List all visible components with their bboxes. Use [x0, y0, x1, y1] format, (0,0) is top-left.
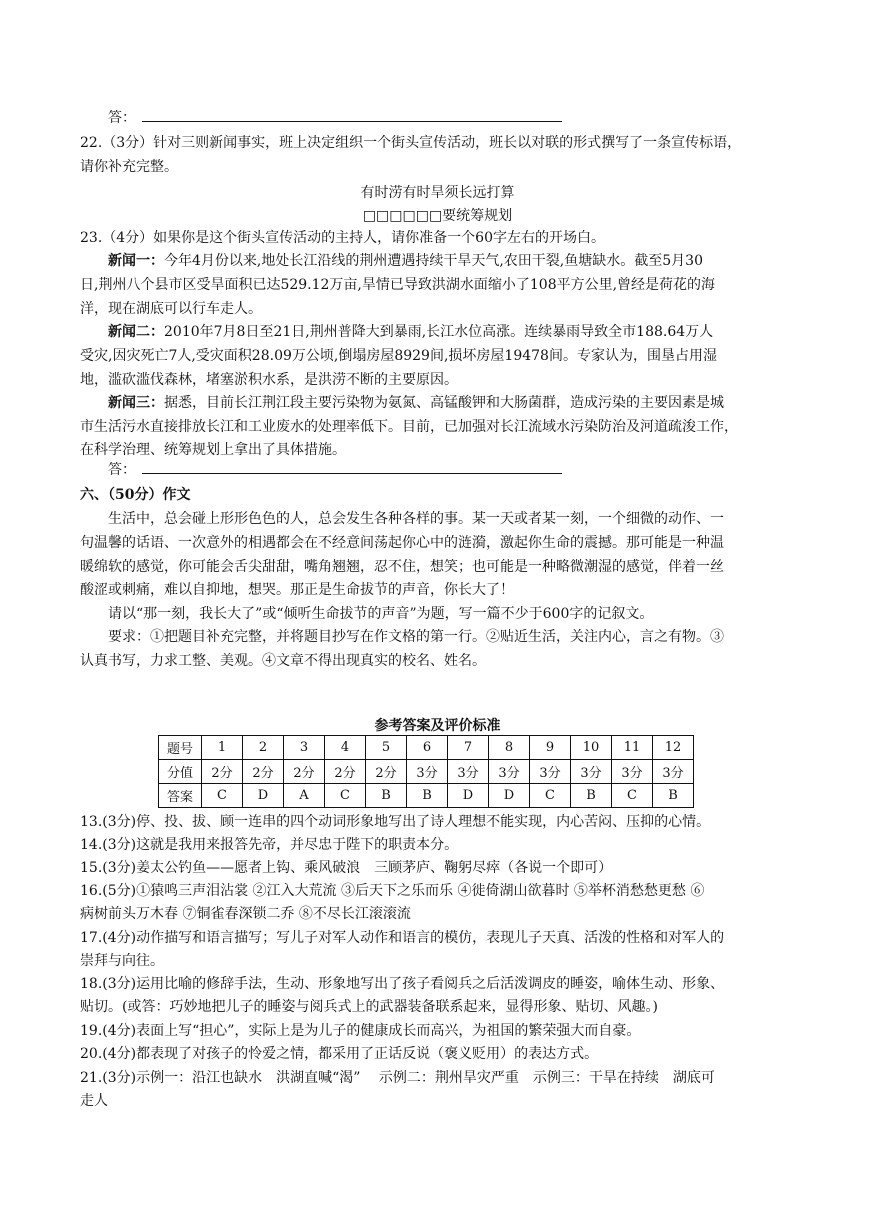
table-cell: 12 — [653, 736, 694, 760]
table-cell: 3分 — [407, 760, 448, 784]
answer-blank — [142, 459, 562, 474]
news-1-label: 新闻一： — [108, 253, 164, 269]
essay-p1-line-4: 酸涩或刺痛，难以自抑地，想哭。那正是生命拔节的声音，你长大了！ — [80, 582, 514, 598]
question-23: 23.（4分）如果你是这个街头宣传活动的主持人，请你准备一个60字左右的开场白。 — [80, 230, 605, 246]
answer-15: 15.(3分)姜太公钓鱼——愿者上钩、乘风破浪 三顾茅庐、鞠躬尽瘁（各说一个即可） — [80, 860, 613, 876]
answer-line-2 — [108, 458, 795, 482]
table-cell: B — [366, 784, 407, 808]
essay-p1-line-2: 句温馨的话语、一次意外的相遇都会在不经意间荡起你心中的涟漪，激起你生命的震撼。那可能是一种温 — [80, 535, 724, 551]
answers-title: 参考答案及评价标准 — [374, 718, 501, 734]
essay-p1-line-1: 生活中，总会碰上形形色色的人，总会发生各种各样的事。某一天或者某一刻，一个细微的动作、一 — [108, 511, 724, 527]
table-cell: 6 — [407, 736, 448, 760]
answer-blank — [142, 107, 562, 122]
answer-19: 19.(4分)表面上写“担心”，实际上是为儿子的健康成长而高兴，为祖国的繁荣强大而自豪。 — [80, 1023, 641, 1039]
table-row-numbers — [159, 736, 694, 760]
table-cell: 3分 — [448, 760, 489, 784]
table-cell: 9 — [530, 736, 571, 760]
answer-18-line-1: 18.(3分)运用比喻的修辞手法，生动、形象地写出了孩子看阅兵之后活泼调皮的睡姿，喻体生动、形象、 — [80, 976, 725, 992]
table-cell: D — [448, 784, 489, 808]
news-3-line-3: 在科学治理、统筹规划上拿出了具体措施。 — [80, 442, 346, 458]
table-cell: 2分 — [243, 760, 284, 784]
news-2-label: 新闻二： — [108, 324, 164, 340]
essay-p2: 请以“那一刻，我长大了”或“倾听生命拔节的声音”为题，写一篇不少于600字的记叙文。 — [108, 606, 654, 622]
table-cell: 3分 — [612, 760, 653, 784]
table-cell: B — [653, 784, 694, 808]
table-cell: 4 — [325, 736, 366, 760]
table-row-scores — [159, 760, 694, 784]
table-cell: 3分 — [489, 760, 530, 784]
table-cell: 2 — [243, 736, 284, 760]
table-cell: 2分 — [366, 760, 407, 784]
table-cell: D — [489, 784, 530, 808]
table-cell: 2分 — [284, 760, 325, 784]
essay-p3-line-2: 认真书写，力求工整、美观。④文章不得出现真实的校名、姓名。 — [80, 653, 486, 669]
question-22: 22.（3分）针对三则新闻事实，班上决定组织一个街头宣传活动，班长以对联的形式撰写了一条宣传标语， — [80, 135, 742, 151]
table-cell: C — [530, 784, 571, 808]
table-cell: 5 — [366, 736, 407, 760]
answer-table — [158, 735, 694, 808]
table-cell: C — [325, 784, 366, 808]
table-cell: 7 — [448, 736, 489, 760]
answer-21-line-2: 走人 — [80, 1093, 108, 1109]
table-cell: 2分 — [325, 760, 366, 784]
table-cell: C — [202, 784, 243, 808]
answer-18-line-2: 贴切。(或答：巧妙地把儿子的睡姿与阅兵式上的武器装备联系起来，显得形象、贴切、风趣。) — [80, 999, 658, 1015]
table-cell: 8 — [489, 736, 530, 760]
table-row-label: 答案 — [159, 784, 202, 808]
answer-21-line-1: 21.(3分)示例一：沿江也缺水 洪湖直喊“渴” 示例二：荆州旱灾严重 示例三：干旱在持续 湖底可 — [80, 1070, 715, 1086]
answer-16-line-2: 病树前头万木春 ⑦铜雀春深锁二乔 ⑧不尽长江滚滚流 — [80, 906, 411, 922]
couplet-line-2: □□□□□□要统筹规划 — [362, 208, 513, 224]
answer-label: 答： — [108, 462, 136, 478]
table-cell: 11 — [612, 736, 653, 760]
table-cell: 1 — [202, 736, 243, 760]
couplet-line-1: 有时涝有时旱须长远打算 — [360, 185, 515, 201]
table-cell: 10 — [571, 736, 612, 760]
answer-line-1 — [108, 106, 795, 130]
answer-label: 答： — [108, 110, 136, 126]
news-2-text: 2010年7月8日至21日,荆州普降大到暴雨,长江水位高涨。连续暴雨导致全市188.64万人 — [164, 324, 714, 340]
answer-20: 20.(4分)都表现了对孩子的怜爱之情，都采用了正话反说（褒义贬用）的表达方式。 — [80, 1046, 599, 1062]
news-1-line-2: 日,荆州八个县市区受旱面积已达529.12万亩,旱情已导致洪湖水面缩小了108平方公里,曾经是荷花的海 — [80, 277, 716, 293]
news-1-text: 今年4月份以来,地处长江沿线的荆州遭遇持续干旱天气,农田干裂,鱼塘缺水。截至5月30 — [164, 253, 703, 269]
news-1-line-1 — [108, 249, 795, 273]
table-cell: C — [612, 784, 653, 808]
news-3-text: 据悉，目前长江荆江段主要污染物为氨氮、高锰酸钾和大肠菌群，造成污染的主要因素是城 — [164, 395, 724, 411]
answer-13: 13.(3分)停、投、拔、顾一连串的四个动词形象地写出了诗人理想不能实现，内心苦闷、压抑的心情。 — [80, 814, 711, 830]
table-cell: 3分 — [530, 760, 571, 784]
news-2-line-2: 受灾,因灾死亡7人,受灾面积28.09万公顷,倒塌房屋8929间,损坏房屋19478间。专家认为，围垦占用湿 — [80, 348, 717, 364]
table-cell: B — [571, 784, 612, 808]
news-3-line-2: 市生活污水直接排放长江和工业废水的处理率低下。目前，已加强对长江流域水污染防治及河道疏浚工作， — [80, 419, 738, 435]
answer-17-line-2: 崇拜与向往。 — [80, 953, 164, 969]
table-cell: 3 — [284, 736, 325, 760]
table-cell: B — [407, 784, 448, 808]
table-cell: A — [284, 784, 325, 808]
question-22-cont: 请你补充完整。 — [80, 159, 178, 175]
essay-heading: 六、（50分）作文 — [80, 487, 191, 503]
news-1-line-3: 洋，现在湖底可以行车走人。 — [80, 301, 262, 317]
essay-p3-line-1: 要求：①把题目补充完整，并将题目抄写在作文格的第一行。②贴近生活，关注内心，言之有物。③ — [108, 629, 724, 645]
answer-16-line-1: 16.(5分)①猿鸣三声泪沾裳 ②江入大荒流 ③后天下之乐而乐 ④徙倚湖山欲暮时 ⑤举杯消愁愁更愁 ⑥ — [80, 883, 705, 899]
essay-p1-line-3: 暖绵软的感觉，你可能会舌尖甜甜，嘴角翘翘，忍不住，想笑；也可能是一种略微潮湿的感觉，伴着一丝 — [80, 559, 724, 575]
table-cell: 3分 — [653, 760, 694, 784]
table-row-keys — [159, 784, 694, 808]
answer-17-line-1: 17.(4分)动作描写和语言描写；写儿子对军人动作和语言的模仿，表现儿子天真、活泼的性格和对军人的 — [80, 930, 725, 946]
answer-14: 14.(3分)这就是我用来报答先帝，并尽忠于陛下的职责本分。 — [80, 837, 459, 853]
table-cell: D — [243, 784, 284, 808]
table-row-label: 分值 — [159, 760, 202, 784]
table-row-label: 题号 — [159, 736, 202, 760]
table-cell: 3分 — [571, 760, 612, 784]
news-3-label: 新闻三： — [108, 395, 164, 411]
news-2-line-3: 地，滥砍滥伐森林，堵塞淤积水系，是洪涝不断的主要原因。 — [80, 372, 458, 388]
news-3-line-1 — [108, 391, 795, 415]
news-2-line-1 — [108, 320, 795, 344]
table-cell: 2分 — [202, 760, 243, 784]
